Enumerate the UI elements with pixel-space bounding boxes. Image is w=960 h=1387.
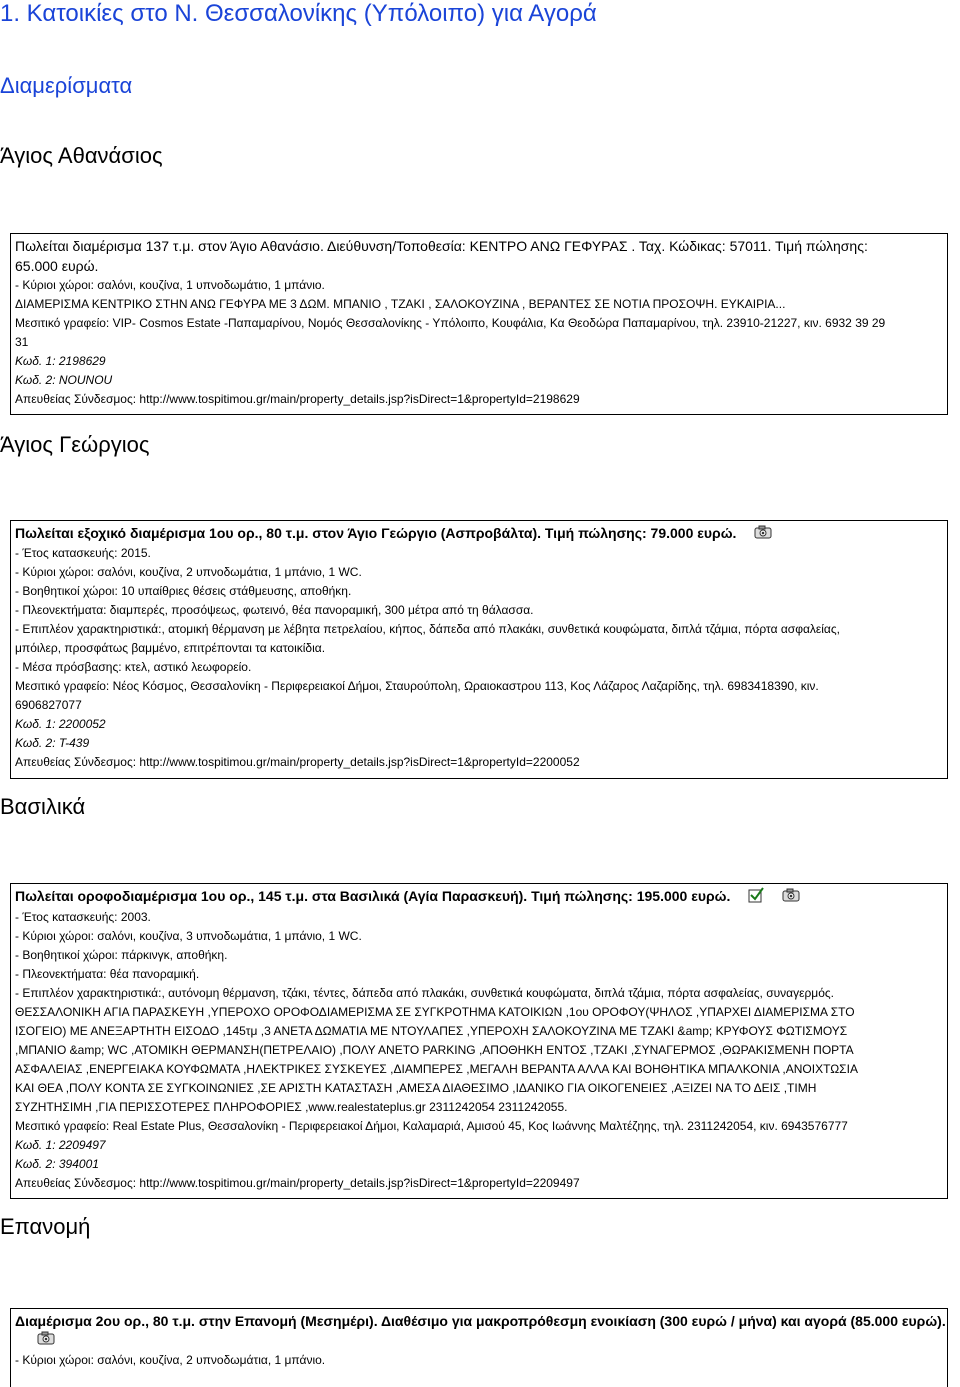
description-line: ΣΥΖΗΤΗΣΙΜΗ ,ΓΙΑ ΠΕΡΙΣΣΟΤΕΡΕΣ ΠΛΗΡΟΦΟΡΙΕΣ ,www.realestateplus.gr 2311242054 2311242055. [15,1099,568,1114]
detail-line: - Βοηθητικοί χώροι: 10 υπαίθριες θέσεις στάθμευσης, αποθήκη. [15,584,352,599]
description-line: ,ΜΠΑΝΙΟ &amp; WC ,ΑΤΟΜΙΚΗ ΘΕΡΜΑΝΣΗ(ΠΕΤΡΕΛΑΙΟ) ,ΠΟΛΥ ΑΝΕΤΟ PARKING ,ΑΠΟΘΗΚΗ ΕΝΤΟΣ ,ΤΖΑΚΙ ,ΣΥΝΑΓΕΡΜΟΣ ,ΘΩΡΑΚΙΣΜΕΝΗ ΠΟΡΤΑ [15,1042,854,1057]
detail-line: - Κύριοι χώροι: σαλόνι, κουζίνα, 3 υπνοδωμάτια, 1 μπάνιο, 1 WC. [15,928,362,943]
description-line: ΘΕΣΣΑΛΟΝΙΚΗ ΑΓΙΑ ΠΑΡΑΣΚΕΥΗ ,ΥΠΕΡΟΧΟ ΟΡΟΦΟΔΙΑΜΕΡΙΣΜΑ ΣΕ ΣΥΓΚΡΟΤΗΜΑ ΚΑΤΟΙΚΙΩΝ ,1ου ΟΡΟΦΟΥ(ΨΗΛΟΣ ,ΥΠΑΡΧΕΙ ΔΙΑΜΕΡΙΣΜΑ ΣΤΟ [15,1004,855,1019]
detail-line: - Κύριοι χώροι: σαλόνι, κουζίνα, 2 υπνοδωμάτια, 1 μπάνιο, 1 WC. [15,565,362,580]
code-2: Κωδ. 2: T-439 [15,736,90,751]
listing-card [10,520,948,779]
agency-line: Μεσιτικό γραφείο: VIP- Cosmos Estate -Παπαμαρίνου, Νομός Θεσσαλονίκης - Υπόλοιπο, Κουφάλια, Κα Θεοδώρα Παπαμαρίνου, τηλ. 23910-21227, κιν. 6932 39 29 [15,316,886,330]
detail-line: - Έτος κατασκευής: 2015. [15,546,151,561]
listing-card [10,1308,948,1387]
checkbox-checked-icon [748,887,764,908]
detail-line: ΔΙΑΜΕΡΙΣΜΑ ΚΕΝΤΡΙΚΟ ΣΤΗΝ ΑΝΩ ΓΕΦΥΡΑ ΜΕ 3 ΔΩΜ. ΜΠΑΝΙΟ , ΤΖΑΚΙ , ΣΑΛΟΚΟΥΖΙΝΑ , ΒΕΡΑΝΤΕΣ ΣΕ ΝΟΤΙΑ ΠΡΟΣΟΨΗ. ΕΥΚΑΙΡΙΑ... [15,297,786,311]
listing-title: Πωλείται διαμέρισμα 137 τ.μ. στον Άγιο Αθανάσιο. Διεύθυνση/Τοποθεσία: ΚΕΝΤΡΟ ΑΝΩ ΓΕΦΥΡΑΣ . Ταχ. Κώδικας: 57011. Τιμή πώλησης: [15,238,868,254]
detail-line: - Πλεονεκτήματα: θέα πανοραμική. [15,966,200,981]
description-line: ΑΣΦΑΛΕΙΑΣ ,ΕΝΕΡΓΕΙΑΚΑ ΚΟΥΦΩΜΑΤΑ ,ΗΛΕΚΤΡΙΚΕΣ ΣΥΣΚΕΥΕΣ ,ΔΙΑΜΠΕΡΕΣ ,ΜΕΓΑΛΗ ΒΕΡΑΝΤΑ ΑΛΛΑ ΚΑΙ ΒΟΗΘΗΤΙΚΑ ΜΠΑΛΚΟΝΙΑ ,ΑΝΟΙΧΤΩΣΙΑ [15,1061,858,1076]
listing-card [10,233,948,415]
listing-title-row [15,523,943,544]
area-heading-epanomi: Επανομή [0,1214,91,1239]
listing-title: Πωλείται οροφοδιαμέρισμα 1ου ορ., 145 τ.μ. στα Βασιλικά (Αγία Παρασκευή). Τιμή πώλησης: 195.000 ευρώ. [15,888,731,904]
listing-title-row [15,886,943,908]
direct-link[interactable]: Απευθείας Σύνδεσμος: http://www.tospitimou.gr/main/property_details.jsp?isDirect=1&propertyId=2200052 [15,755,580,770]
agency-line-cont: 6906827077 [15,698,82,713]
area-heading-agios-athanasios: Άγιος Αθανάσιος [0,143,163,168]
code-1: Κωδ. 1: 2209497 [15,1137,106,1152]
code-2: Κωδ. 2: NOUNOU [15,373,113,387]
listing-card [10,883,948,1199]
agency-line-cont: 31 [15,335,29,349]
icon-row [15,1331,943,1351]
detail-line: - Μέσα πρόσβασης: κτελ, αστικό λεωφορείο. [15,660,252,675]
detail-line: - Κύριοι χώροι: σαλόνι, κουζίνα, 2 υπνοδωμάτια, 1 μπάνιο. [15,1353,326,1367]
agency-line: Μεσιτικό γραφείο: Νέος Κόσμος, Θεσσαλονίκη - Περιφερειακοί Δήμοι, Σταυρούπολη, Ωραιοκαστρου 113, Κος Λάζαρος Λαζαρίδης, τηλ. 6983418390, κιν. [15,679,819,694]
listing-title: Διαμέρισμα 2ου ορ., 80 τ.μ. στην Επανομή (Μεσημέρι). Διαθέσιμο για μακροπρόθεσμη ενοικίαση (300 ευρώ / μήνα) και αγορά (85.000 ευρώ). [15,1313,946,1329]
listing-title-cont: 65.000 ευρώ. [15,258,99,274]
detail-line: - Βοηθητικοί χώροι: πάρκινγκ, αποθήκη. [15,947,228,962]
code-1: Κωδ. 1: 2200052 [15,717,106,732]
detail-line: - Κύριοι χώροι: σαλόνι, κουζίνα, 1 υπνοδωμάτιο, 1 μπάνιο. [15,278,325,292]
detail-line: - Έτος κατασκευής: 2003. [15,909,151,924]
detail-line: μπόιλερ, προσφάτως βαμμένο, επιτρέπονται τα κατοικίδια. [15,641,326,656]
direct-link[interactable]: Απευθείας Σύνδεσμος: http://www.tospitimou.gr/main/property_details.jsp?isDirect=1&propertyId=2198629 [15,392,580,406]
detail-line: - Πλεονεκτήματα: διαμπερές, προσόψεως, φωτεινό, θέα πανοραμική, 300 μέτρα από τη θάλασσα. [15,603,534,618]
camera-icon[interactable] [754,524,772,544]
direct-link[interactable]: Απευθείας Σύνδεσμος: http://www.tospitimou.gr/main/property_details.jsp?isDirect=1&propertyId=2209497 [15,1175,580,1190]
detail-line: - Επιπλέον χαρακτηριστικά:, αυτόνομη θέρμανση, τζάκι, τέντες, δάπεδα από πλακάκι, συνθετικά κουφώματα, διπλά τζάμια, πόρτα ασφαλείας, συναγερμός. [15,985,834,1000]
description-line: ΙΣΟΓΕΙΟ) ΜΕ ΑΝΕΞΑΡΤΗΤΗ ΕΙΣΟΔΟ ,145τμ ,3 ΑΝΕΤΑ ΔΩΜΑΤΙΑ ΜΕ ΝΤΟΥΛΑΠΕΣ ,ΥΠΕΡΟΧΗ ΣΑΛΟΚΟΥΖΙΝΑ ΜΕ ΤΖΑΚΙ &amp; ΚΡΥΦΟΥΣ ΦΩΤΙΣΜΟΥΣ [15,1023,848,1038]
area-heading-agios-georgios: Άγιος Γεώργιος [0,432,150,457]
agency-line: Μεσιτικό γραφείο: Real Estate Plus, Θεσσαλονίκη - Περιφερειακοί Δήμοι, Καλαμαριά, Αμισού 45, Κος Ιωάννης Μαλτέζηης, τηλ. 2311242054, κιν. 6943576777 [15,1118,848,1133]
camera-icon[interactable] [782,887,800,907]
page-title: 1. Κατοικίες στο Ν. Θεσσαλονίκης (Υπόλοιπο) για Αγορά [0,0,597,27]
area-heading-vasilika: Βασιλικά [0,794,86,819]
listing-title-row [15,1311,946,1331]
description-line: ΚΑΙ ΘΕΑ ,ΠΟΛΥ ΚΟΝΤΑ ΣΕ ΣΥΓΚΟΙΝΩΝΙΕΣ ,ΣΕ ΑΡΙΣΤΗ ΚΑΤΑΣΤΑΣΗ ,ΑΜΕΣΑ ΔΙΑΘΕΣΙΜΟ ,ΙΔΑΝΙΚΟ ΓΙΑ ΟΙΚΟΓΕΝΕΙΕΣ ,ΑΞΙΖΕΙ ΝΑ ΤΟ ΔΕΙΣ ,ΤΙΜΗ [15,1080,817,1095]
category-heading[interactable]: Διαμερίσματα [0,73,133,98]
detail-line: - Επιπλέον χαρακτηριστικά:, ατομική θέρμανση με λέβητα πετρελαίου, κήπος, δάπεδα από πλακάκι, συνθετικά κουφώματα, διπλά τζάμια, πόρτα ασφαλείας, [15,622,840,637]
listing-title: Πωλείται εξοχικό διαμέρισμα 1ου ορ., 80 τ.μ. στον Άγιο Γεώργιο (Ασπροβάλτα). Τιμή πώλησης: 79.000 ευρώ. [15,525,737,541]
code-2: Κωδ. 2: 394001 [15,1156,99,1171]
code-1: Κωδ. 1: 2198629 [15,354,106,368]
camera-icon[interactable] [37,1331,55,1351]
